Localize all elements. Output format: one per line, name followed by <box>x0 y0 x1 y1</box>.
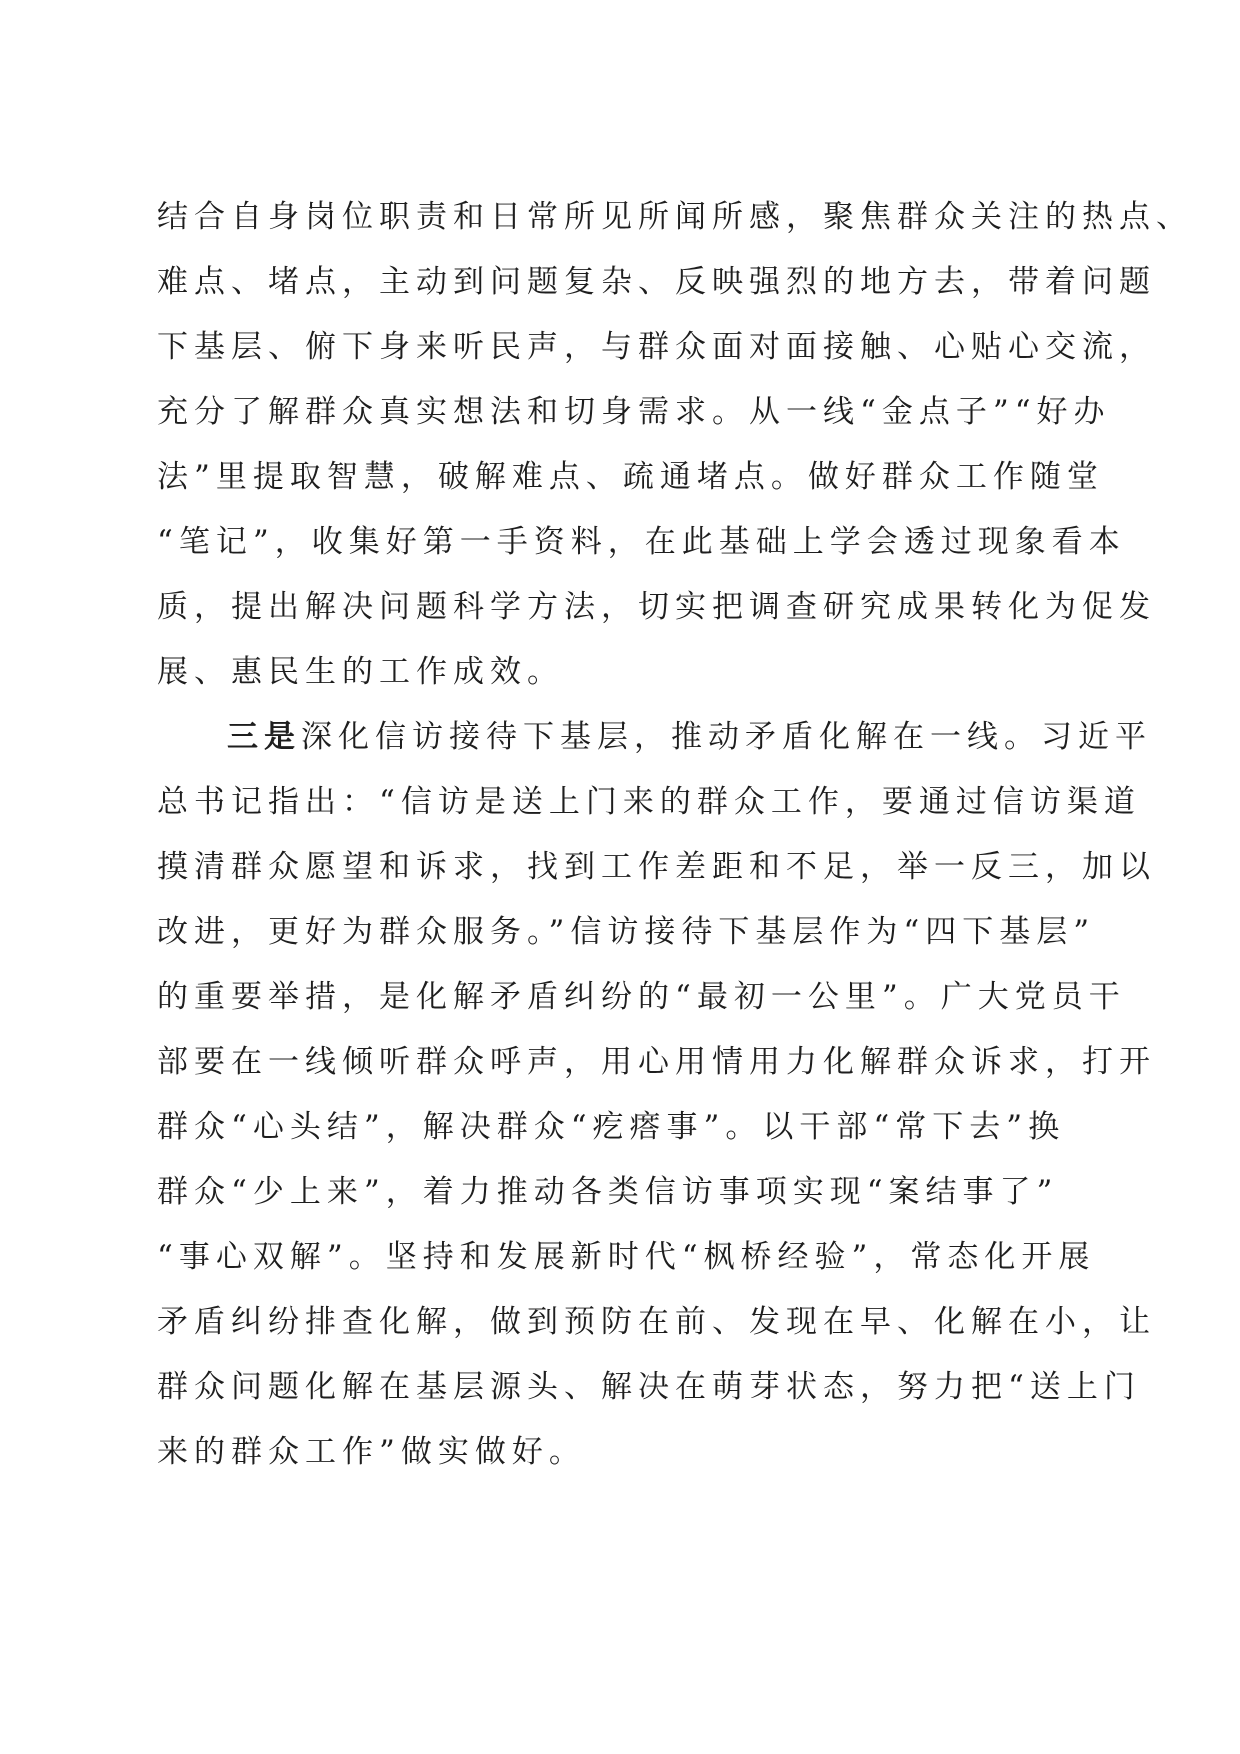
paragraph2-line-11: 群众问题化解在基层源头、解决在萌芽状态，努力把“送上门 <box>157 1369 1141 1405</box>
paragraph2-lead: 三是 <box>227 719 301 755</box>
paragraph2-line-6: 部要在一线倾听群众呼声，用心用情用力化解群众诉求，打开 <box>157 1044 1156 1080</box>
paragraph2-line-1 <box>227 717 1152 757</box>
paragraph1-line-2: 难点、堵点，主动到问题复杂、反映强烈的地方去，带着问题 <box>157 264 1156 300</box>
paragraph1-line-7: 质，提出解决问题科学方法，切实把调查研究成果转化为促发 <box>157 589 1156 625</box>
paragraph1-line-1: 结合自身岗位职责和日常所见所闻所感，聚焦群众关注的热点、 <box>157 199 1193 235</box>
paragraph2-line-5: 的重要举措，是化解矛盾纠纷的“最初一公里”。广大党员干 <box>157 979 1126 1015</box>
paragraph2-first-rest: 深化信访接待下基层，推动矛盾化解在一线。习近平 <box>301 719 1152 755</box>
paragraph2-line-4: 改进，更好为群众服务。”信访接待下基层作为“四下基层” <box>157 914 1096 950</box>
paragraph2-line-2: 总书记指出：“信访是送上门来的群众工作，要通过信访渠道 <box>157 784 1141 820</box>
paragraph2-line-12: 来的群众工作”做实做好。 <box>157 1434 586 1470</box>
paragraph2-line-8: 群众“少上来”，着力推动各类信访事项实现“案结事了” <box>157 1174 1059 1210</box>
paragraph1-line-6: “笔记”，收集好第一手资料，在此基础上学会透过现象看本 <box>157 524 1126 560</box>
paragraph2-line-9: “事心双解”。坚持和发展新时代“枫桥经验”，常态化开展 <box>157 1239 1096 1275</box>
paragraph1-line-8: 展、惠民生的工作成效。 <box>157 654 564 690</box>
paragraph1-line-4: 充分了解群众真实想法和切身需求。从一线“金点子”“好办 <box>157 394 1111 430</box>
paragraph2-line-3: 摸清群众愿望和诉求，找到工作差距和不足，举一反三，加以 <box>157 849 1156 885</box>
paragraph2-line-7: 群众“心头结”，解决群众“疙瘩事”。以干部“常下去”换 <box>157 1109 1066 1145</box>
paragraph1-line-3: 下基层、俯下身来听民声，与群众面对面接触、心贴心交流， <box>157 329 1156 365</box>
paragraph1-line-5: 法”里提取智慧，破解难点、疏通堵点。做好群众工作随堂 <box>157 459 1104 495</box>
paragraph2-line-10: 矛盾纠纷排查化解，做到预防在前、发现在早、化解在小，让 <box>157 1304 1156 1340</box>
